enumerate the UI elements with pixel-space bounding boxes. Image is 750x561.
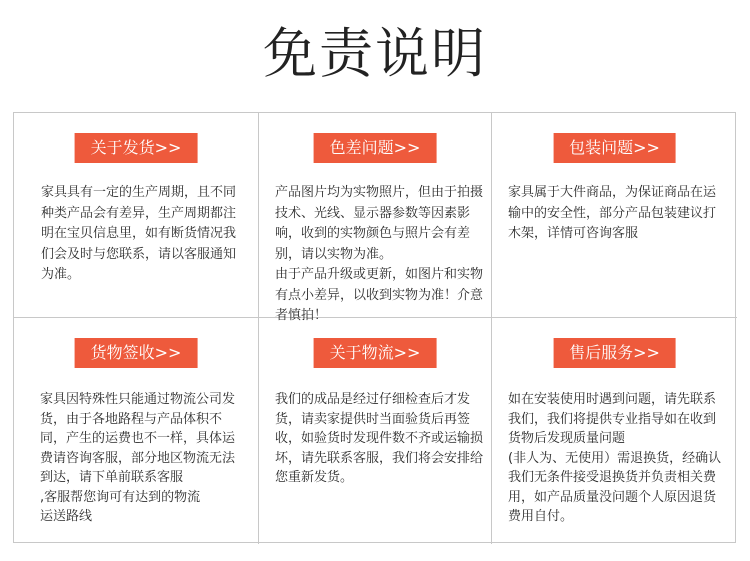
section-shipping [14,113,259,318]
section-heading-shipping: 关于发货>> [75,133,198,163]
page-title: 免责说明 [263,22,487,85]
section-text-packaging: 家具属于大件商品，为保证商品在运输中的安全性，部分产品包装建议打木架，详情可咨询客服 [508,185,717,241]
section-text-color-difference: 产品图片均为实物照片，但由于拍摄技术、光线、显示器参数等因素影响，收到的实物颜色与照片会有差别，请以实物为准。 由于产品升级或更新，如图片和实物有点小差异，以收到实物为准！介意者慎拍！ [275,185,484,323]
section-packaging [492,113,737,318]
section-logistics [259,318,492,544]
section-receipt [14,318,259,544]
section-color-difference [259,113,492,323]
section-after-sales [492,318,737,544]
section-heading-after-sales: 售后服务>> [553,338,676,368]
section-text-receipt: 家具因特殊性只能通过物流公司发货，由于各地路程与产品体积不同，产生的运费也不一样，具体运费请咨询客服，部分地区物流无法到达，请下单前联系客服 ,客服帮您询可有达到的物流 运送路线 [40,392,236,524]
section-text-logistics: 我们的成品是经过仔细检查后才发货，请卖家提供时当面验货后再签收，如验货时发现件数不齐或运输损坏，请先联系客服，我们将会安排给您重新发货。 [275,392,484,485]
section-heading-color-difference: 色差问题>> [314,133,437,163]
section-heading-logistics: 关于物流>> [314,338,437,368]
section-text-after-sales: 如在安装使用时遇到问题，请先联系我们，我们将提供专业指导如在收到货物后发现质量问题 (非人为、无使用）需退换货，经确认我们无条件接受退换货并负责相关费用，如产品质量没问题个人原因退货费用自付。 [508,392,722,524]
section-text-shipping: 家具具有一定的生产周期，且不同种类产品会有差异，生产周期都注明在宝贝信息里，如有断货情况我们会及时与您联系，请以客服通知为准。 [41,185,237,282]
disclaimer-grid [13,112,736,543]
section-heading-receipt: 货物签收>> [75,338,198,368]
section-heading-packaging: 包装问题>> [553,133,676,163]
